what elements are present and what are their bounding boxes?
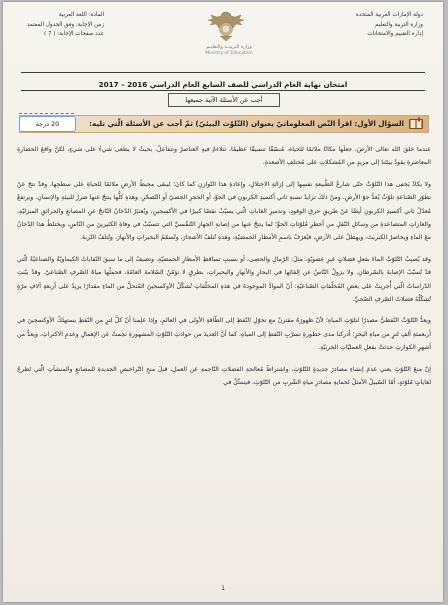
passage-paragraph: ويعدُّ التّلوّثُ النّفطيُّ مصدرًا لتلوّثِ المياهِ؛ لأنّ ظهورَهُ مقترنٌ مع تحوّلِ النّفطِ إلى الطّاقةِ الأولى في العالمِ، وإذا علِمنا أنّ كلَّ لترٍ من النّفطِ يستهلكُ الأوكسجينَ في أربعمئةِ ألفِ لترٍ من مياهِ البحرِ؛ أدركنا مدى خطورةِ تسرّبِ النّفطِ إلى المياهِ، كما أنَّ العديدَ من حوادثِ التّلوّثِ المشهورةِ نجمتْ عن الإهمالِ وعدمِ الاكتراثِ، ويعدُّ من أشهرِ الكوارثِ حدثتْ بفعلِ العمليّاتِ الحربيّةِ.: [17, 317, 431, 352]
subject-line: المادة: اللغة العربية: [58, 12, 105, 18]
ministry-label-ar: وزارة التربيــة والتعليـم: [206, 45, 252, 50]
pages-line: عدد صفحات الإجابة: ( 7 ): [43, 31, 105, 37]
header-right: [356, 11, 423, 40]
header-left: [27, 11, 104, 40]
ministry-label-en: Ministry of Education: [205, 51, 253, 56]
ministry-name: وزارة التربية والتعليم: [374, 21, 423, 28]
department-name: إدارة التقييم والامتحانات: [367, 31, 423, 37]
passage-paragraph: وقد يُصيبُ التّلوّثُ الماءَ بفعلِ فضلاتٍ غيرِ عضويّةٍ، مثلَ: الرّمالِ والحصى، أو بسببِ تساقطِ الأمطارِ الحمضيّةِ، وتضيفُ إلى ما سبقَ النّفاياتُ الكيماويّةُ والصناعيّةُ الّتي قدْ تُسبّبُ الإصابةَ بالسّرطانِ. ولا يزولُ النّاسُ عن إلقائِها في البحارِ والأنهارِ والبحيراتِ، بطرقٍ لا تؤمّنُ السّلامةَ العامّةَ، فحملُها مياهُ الصّرفِ الصّناعيّ. وقدْ بيّنتِ الدّراساتُ الّتي أُجريتْ على بعضِ المُخلّفاتِ الصّناعيّةِ: أنّ الموادَّ الموجودةَ في هذهِ المخلّفاتِ تُشكّلُ الأوكسجينَ المُنحلَّ من الماءِ مقدارًا يزيدُ على أربعةِ آلافِ مرّةٍ تُشكّلُهُ فضلاتُ الصّرفِ الصّحيِّ.: [17, 255, 431, 304]
duration-line: زمن الإجابة: وفق الجدول المعتمد: [27, 21, 105, 28]
question-title: السؤال الأول: اقرأ النّص المعلوماتيّ بعنوان (التّلوّث البيئيّ) ثمّ أجب عن الأسئلة الّتي تليه:: [89, 119, 404, 128]
title-divider: [21, 90, 425, 91]
passage-paragraph: ولا يكادُ يَخفى هذا التّلوّثُ حتّى شارعُ الطّبيعةِ نفسِها إلى إزالةِ الاختلالِ، وإعادةِ هذا التّوازنِ كما كانَ؛ ليبقى محيطُ الأرضِ ملائمًا للحياةِ على سطحِها، وقدْ نتجَ عنْ تطوّرِ الصّناعةِ تلوّثٌ يُعدُّ جوّ الأرضِ، ومنْ ذلكَ تزايدُ نسبةِ ثاني أكسيدِ الكربونِ في الجوِّ، أو الحجرِ الجصيّ أو التّصحّرِ، وهذهِ كلُّها ينتجُ عنها ضررٌ للبيئةِ والإنسانِ. ويرتفعُ مُعدّلُ ثاني أكسيدِ الكربونِ أيضًا عنْ طريقِ حرقِ الوقودِ، وتدميرِ الغاباتِ الّتي يسبّبُ نقصًا كبيرًا في الأكسجينِ، ويُعتبَرُ الدّخانُ النّاتجُ عنِ المصانعِ والحرائقِ المنزليّةِ، والغازاتِ المتصاعدةِ من وسائلِ النّقلِ من أخطرِ مُلوّثاتِ الجوِّ؛ لما ينتجُ عنها من إصابةِ الجهازِ التّنفّسيِّ التي تتسبّبُ في وفاةِ الكثيرينَ من النّاسِ، ويختلطُ هذا الدّخانُ معَ الماءِ ويحاصرُ الكبريتَ، ويهطلُ على الأرضِ، فيُعرَفُ باسمِ الأمطارِ الحمضيّةِ، وهذهِ تُتلفُ الأشجارَ، وتُسمّمُ البحيراتِ والأنهارَ، وتُتلفُ التّربةَ.: [17, 180, 431, 242]
question-header-band: [19, 115, 429, 133]
passage-paragraph: إنّ منعَ التّلوّثِ يعني عدمَ إنشاءِ مصادرَ جديدةٍ للتّلوّثِ، واشتراطَ مُعالجةِ الفضلاتِ النّاجمةِ عن العملِ، قبلَ منحِ التّراخيصِ الجديدةِ للمصانعِ والمنشآتِ الّتي تَطرحُ لغاياتٍ مُلوّثةٍ، أمّا السّبيلُ الأمثلُ لحمايةِ مصادرِ مياهِ الشّربِ من التّلوّثِ، فيتمثّلُ في: [17, 365, 431, 387]
ministry-logo-label: [189, 45, 269, 57]
uae-emblem-icon: [203, 8, 249, 44]
header-divider: [21, 72, 425, 73]
passage-paragraph: عندما خلقَ الله تعالى الأرضَ، جعلَها مكانًا ملائمًا للحياة، مُنسّقًا تنسيقًا عظيمًا، تتلاءمُ فيهِ العناصرُ وتتفاعلُ، بحيثُ لا يطغى شيءٌ على شيءٍ، لكنَّ واقعَ الحضارةِ المعاصرةِ يقودُ بيئتَنا إلى مزيدٍ من المُشكلاتِ على مُختلفِ الأصعدةِ.: [17, 146, 431, 167]
passage: [17, 143, 431, 398]
exam-title: امتحان نهاية العام الدراسي للصف السابع العام الدراسي 2016 – 2017: [98, 80, 348, 89]
book-icon: [408, 117, 424, 130]
instruction-box: أجب عن الأسئلة الآتية جميعها: [168, 93, 280, 107]
score-dash-line: [19, 113, 74, 114]
country-name: دولة الإمارات العربية المتحدة: [355, 12, 423, 18]
score-box: 20 درجة: [19, 116, 76, 132]
page-number: 1: [221, 585, 225, 592]
exam-page: [3, 2, 443, 602]
